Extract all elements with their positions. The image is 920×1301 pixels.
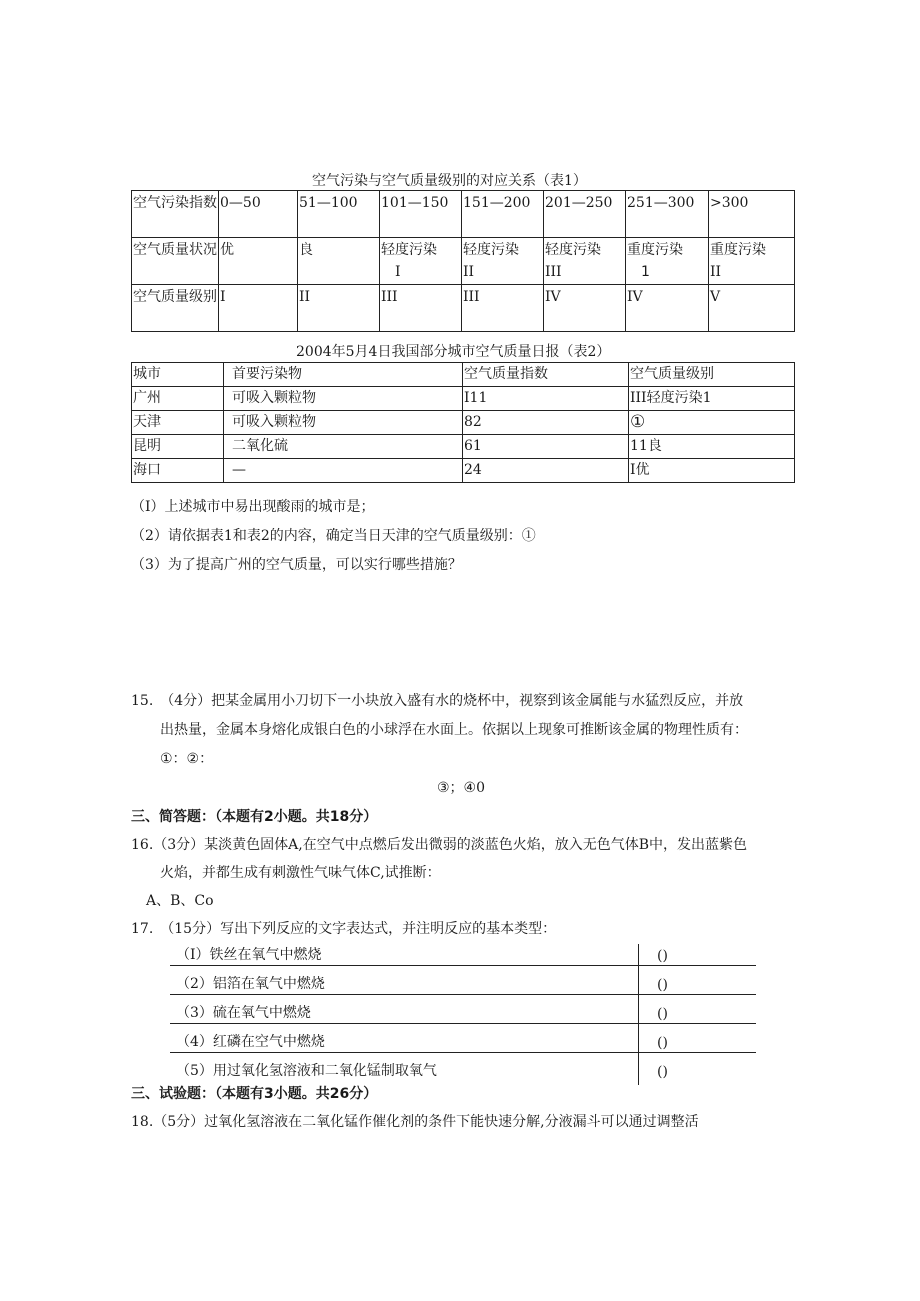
table-cell: 天津 [132, 411, 224, 435]
reaction-label: （3）硫在氧气中燃烧 [176, 1005, 311, 1021]
reaction-label: （5）用过氧化氢溶液和二氧化锰制取氧气 [176, 1063, 437, 1079]
table-row [132, 285, 795, 332]
table-cell: 广州 [132, 387, 224, 411]
question-15-line4: ③；④0 [437, 780, 486, 796]
table-cell [626, 238, 709, 285]
table-cell: 优 [219, 238, 298, 285]
table-cell: III [380, 285, 462, 332]
table-cell: 24 [463, 459, 629, 483]
question-16-line1: 16.（3分）某淡黄色固体A,在空气中点燃后发出微弱的淡蓝色火焰，放入无色气体B中，发出蓝紫色 [131, 837, 748, 853]
table-cell: 251—300 [626, 191, 709, 238]
table-row [132, 435, 795, 459]
question-16-line2: 火焰，并都生成有刺激性气味气体C,试推断： [160, 865, 441, 881]
table-row [132, 191, 795, 238]
table-cell [462, 238, 544, 285]
cell-sub: II [463, 264, 475, 280]
table-cell: 空气质量状况 [132, 238, 219, 285]
question-15-line3: ①：②： [160, 751, 214, 767]
table-header-cell: 首要污染物 [224, 363, 463, 387]
table-cell [380, 238, 462, 285]
cell-sub: III [545, 264, 562, 280]
table-cell: 151—200 [462, 191, 544, 238]
reaction-type-blank: () [657, 977, 668, 993]
table-cell: 空气污染指数 [132, 191, 219, 238]
table-cell: I11 [463, 387, 629, 411]
table-cell [544, 238, 626, 285]
cell-main: 重度污染 [710, 242, 766, 258]
question-18-line1: 18.（5分）过氧化氢溶液在二氧化锰作催化剂的条件下能快速分解,分液漏斗可以通过调整活 [131, 1114, 699, 1130]
question-15-line1: 15. （4分）把某金属用小刀切下一小块放入盛有水的烧杯中，视察到该金属能与水猛烈反应，并放 [131, 693, 744, 709]
table-cell: 201—250 [544, 191, 626, 238]
table-header-cell: 空气质量级别 [629, 363, 795, 387]
table-row [132, 411, 795, 435]
table-cell: III [462, 285, 544, 332]
table-header-cell: 空气质量指数 [463, 363, 629, 387]
reaction-label: （2）铝箔在氧气中燃烧 [176, 976, 325, 992]
answer-row [170, 1024, 756, 1053]
table-cell: 海口 [132, 459, 224, 483]
table-cell: — [224, 459, 463, 483]
table-cell: ① [629, 411, 795, 435]
reaction-label: （I）铁丝在氧气中燃烧 [176, 947, 322, 963]
cell-main: 轻度污染 [463, 242, 519, 258]
table-cell: I [219, 285, 298, 332]
reaction-type-blank: () [657, 948, 668, 964]
question-15-line2: 出热量，金属本身熔化成银白色的小球浮在水面上。依据以上现象可推断该金属的物理性质有： [160, 722, 748, 738]
table-cell: 可吸入颗粒物 [224, 411, 463, 435]
question-17-line1: 17. （15分）写出下列反应的文字表达式，并注明反应的基本类型： [131, 921, 557, 937]
table-cell: II [298, 285, 380, 332]
table-cell: V [709, 285, 795, 332]
answer-row [170, 966, 756, 995]
table-cell: 0—50 [219, 191, 298, 238]
cell-sub: II [710, 264, 722, 280]
question-16-line3: A、B、Co [146, 893, 214, 909]
answer-row [170, 944, 756, 966]
table-row [132, 238, 795, 285]
cell-main: 重度污染 [627, 242, 683, 258]
cell-main: 轻度污染 [545, 242, 601, 258]
table-cell: IV [626, 285, 709, 332]
reaction-answer-table [170, 944, 756, 1081]
table-cell: IV [544, 285, 626, 332]
city-air-quality-table [131, 362, 795, 483]
table-header-row [132, 363, 795, 387]
question-14-3: （3）为了提高广州的空气质量，可以实行哪些措施？ [131, 557, 462, 573]
table-cell: 11良 [629, 435, 795, 459]
reaction-type-blank: () [657, 1064, 668, 1080]
answer-row [170, 1053, 756, 1081]
cell-sub: I [395, 264, 401, 280]
table-cell: 二氧化硫 [224, 435, 463, 459]
air-quality-level-table [131, 190, 795, 332]
section-heading-experiment: 三、试验题：（本题有3小题。共26分） [131, 1086, 378, 1102]
question-14-2: （2）请依据表1和表2的内容，确定当日天津的空气质量级别：① [131, 528, 536, 544]
question-14-1: （I）上述城市中易出现酸雨的城市是； [131, 499, 375, 515]
table-cell: 空气质量级别 [132, 285, 219, 332]
table-cell: III轻度污染1 [629, 387, 795, 411]
reaction-label: （4）红磷在空气中燃烧 [176, 1034, 325, 1050]
answer-row [170, 995, 756, 1024]
table-cell: 61 [463, 435, 629, 459]
reaction-type-blank: () [657, 1035, 668, 1051]
table-row [132, 387, 795, 411]
cell-sub: 1 [641, 264, 650, 280]
cell-main: 轻度污染 [381, 242, 437, 258]
table-cell: 51—100 [298, 191, 380, 238]
table-cell: 可吸入颗粒物 [224, 387, 463, 411]
section-heading-short-answer: 三、简答题：（本题有2小题。共18分） [131, 809, 378, 825]
table-cell [709, 238, 795, 285]
table-cell: 101—150 [380, 191, 462, 238]
table-cell: I优 [629, 459, 795, 483]
table-row [132, 459, 795, 483]
table-cell: 良 [298, 238, 380, 285]
table-cell: >300 [709, 191, 795, 238]
table-header-cell: 城市 [132, 363, 224, 387]
table2-caption: 2004年5月4日我国部分城市空气质量日报（表2） [296, 344, 611, 360]
table1-caption: 空气污染与空气质量级别的对应关系（表1） [312, 173, 587, 189]
table-cell: 昆明 [132, 435, 224, 459]
table-cell: 82 [463, 411, 629, 435]
reaction-type-blank: () [657, 1006, 668, 1022]
